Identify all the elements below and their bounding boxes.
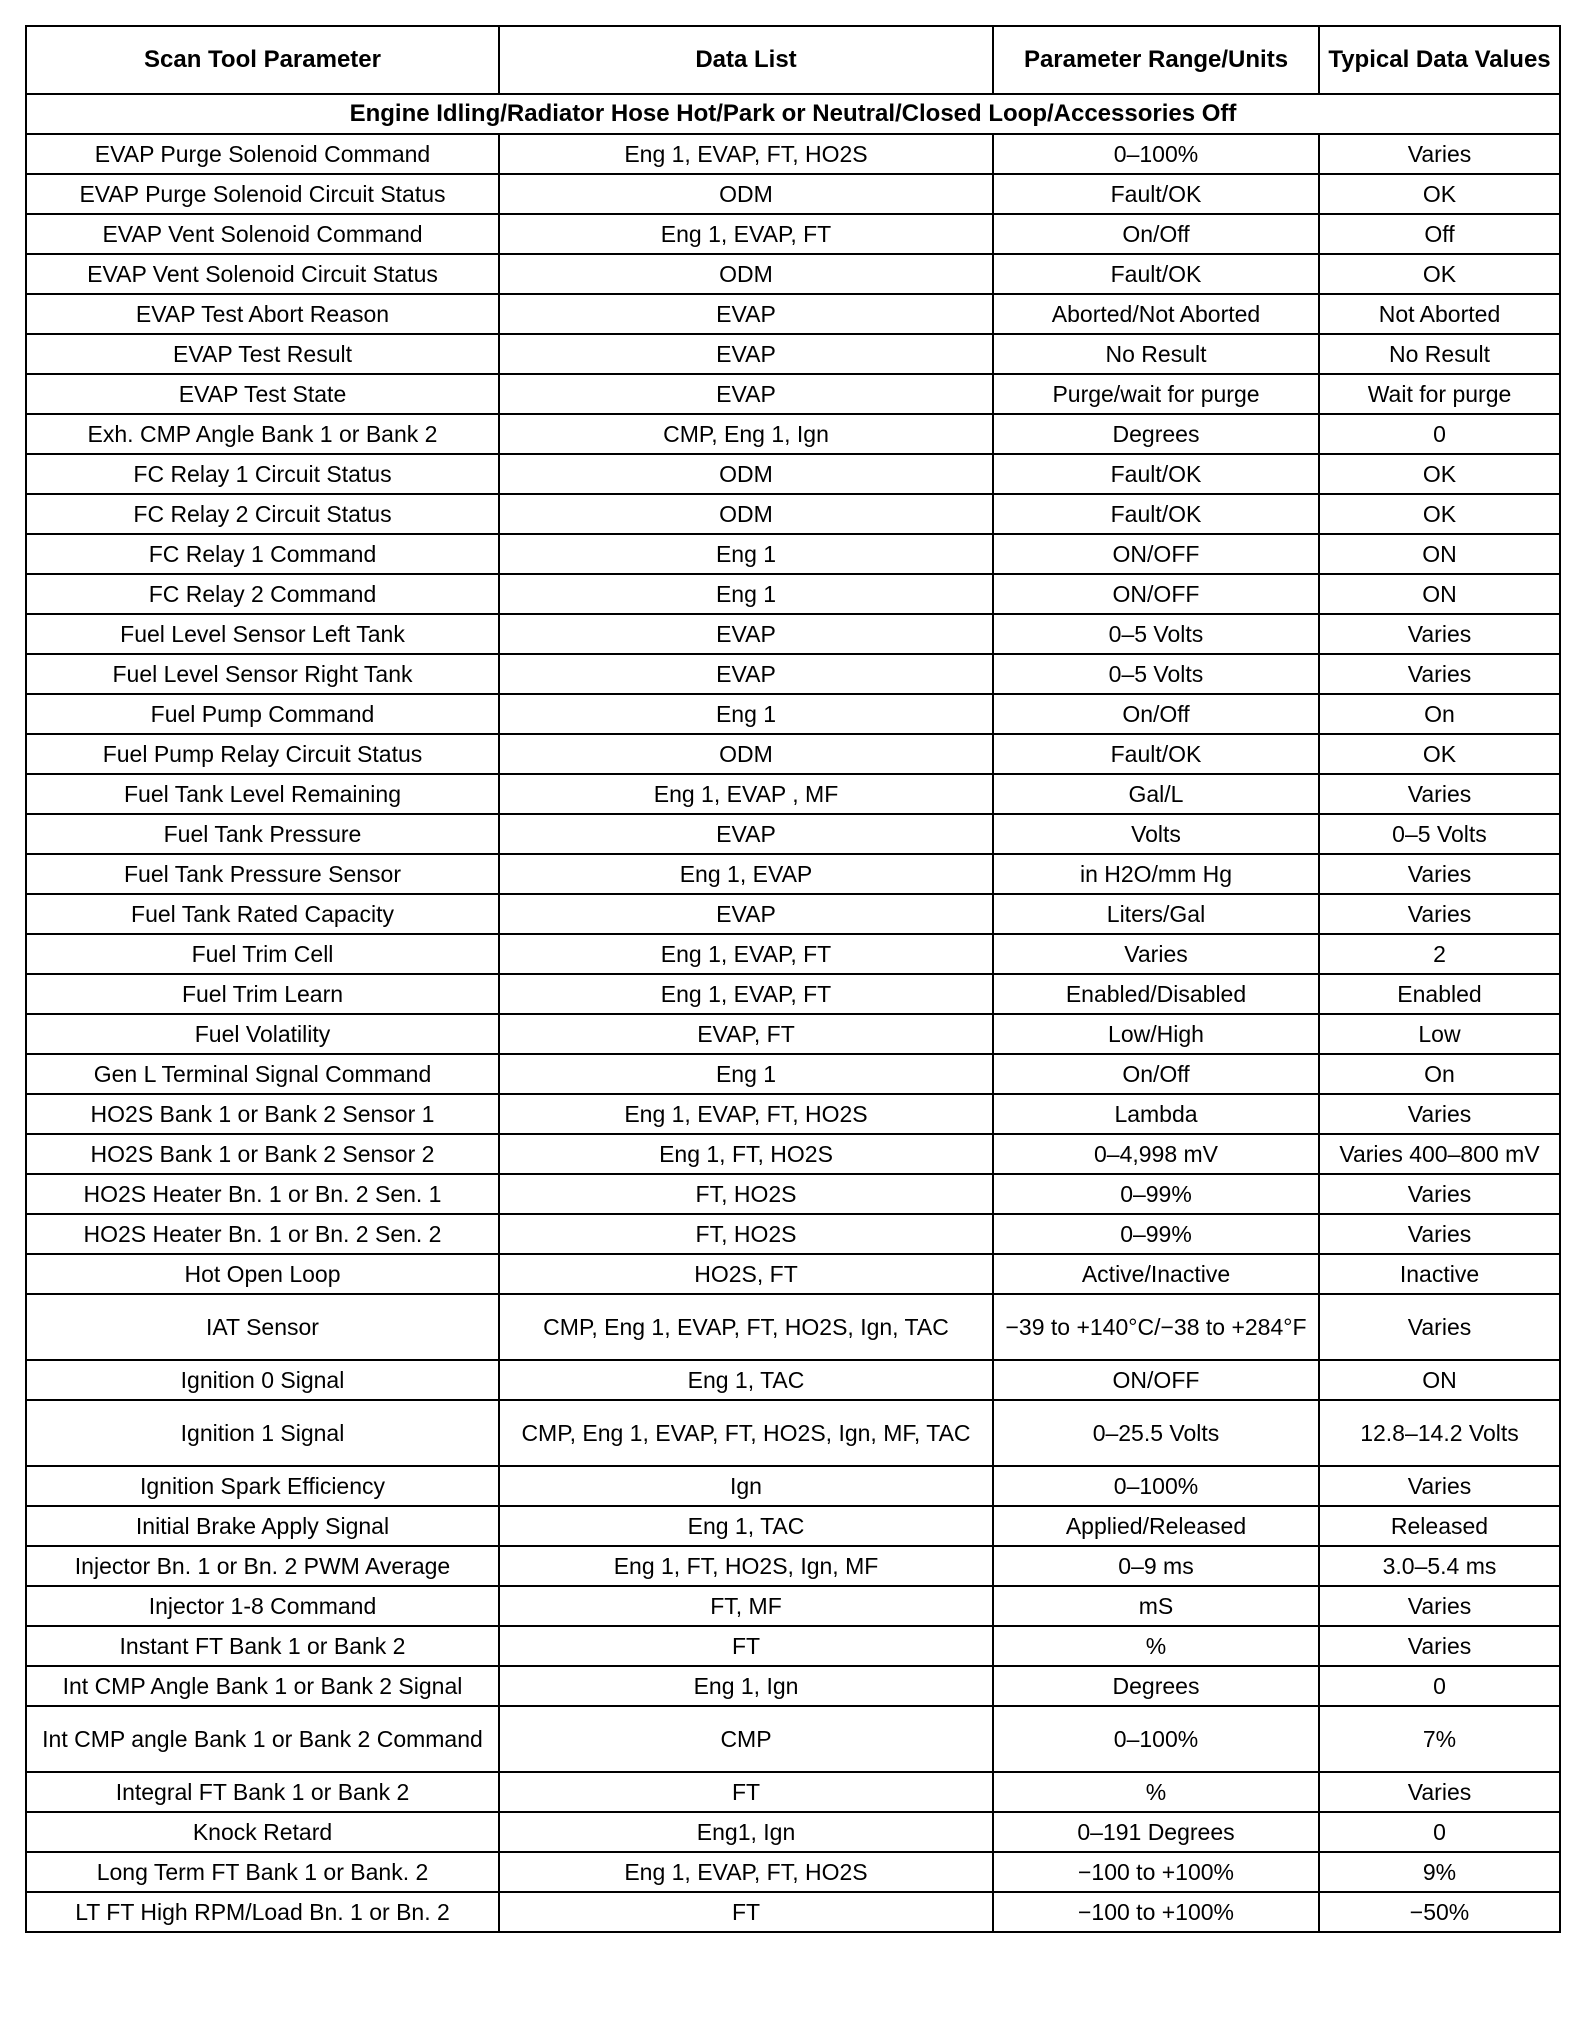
table-row (26, 854, 1560, 894)
cell-typical-value: No Result (1319, 334, 1560, 374)
cell-data-list: CMP, Eng 1, Ign (499, 414, 993, 454)
table-row (26, 1852, 1560, 1892)
cell-typical-value: Released (1319, 1506, 1560, 1546)
cell-data-list: EVAP (499, 894, 993, 934)
cell-typical-value: 2 (1319, 934, 1560, 974)
cell-parameter: Injector 1-8 Command (26, 1586, 499, 1626)
cell-data-list: Ign (499, 1466, 993, 1506)
cell-typical-value: Varies (1319, 134, 1560, 174)
cell-parameter: LT FT High RPM/Load Bn. 1 or Bn. 2 (26, 1892, 499, 1932)
cell-data-list: Eng 1 (499, 574, 993, 614)
table-row (26, 1094, 1560, 1134)
table-row (26, 254, 1560, 294)
cell-data-list: Eng 1, FT, HO2S, Ign, MF (499, 1546, 993, 1586)
cell-typical-value: Varies (1319, 894, 1560, 934)
cell-parameter: HO2S Bank 1 or Bank 2 Sensor 1 (26, 1094, 499, 1134)
cell-range-units: Fault/OK (993, 454, 1319, 494)
table-row (26, 1666, 1560, 1706)
cell-data-list: FT, HO2S (499, 1214, 993, 1254)
cell-data-list: ODM (499, 494, 993, 534)
cell-typical-value: Low (1319, 1014, 1560, 1054)
cell-data-list: Eng1, Ign (499, 1812, 993, 1852)
table-row (26, 414, 1560, 454)
cell-parameter: Integral FT Bank 1 or Bank 2 (26, 1772, 499, 1812)
cell-data-list: ODM (499, 174, 993, 214)
cell-typical-value: Varies (1319, 654, 1560, 694)
cell-data-list: CMP, Eng 1, EVAP, FT, HO2S, Ign, TAC (499, 1294, 993, 1360)
cell-range-units: 0–9 ms (993, 1546, 1319, 1586)
cell-range-units: Low/High (993, 1014, 1319, 1054)
table-row (26, 574, 1560, 614)
table-row (26, 1400, 1560, 1466)
cell-range-units: mS (993, 1586, 1319, 1626)
table-row (26, 294, 1560, 334)
table-row (26, 894, 1560, 934)
cell-range-units: Aborted/Not Aborted (993, 294, 1319, 334)
cell-typical-value: On (1319, 694, 1560, 734)
cell-typical-value: −50% (1319, 1892, 1560, 1932)
cell-parameter: Gen L Terminal Signal Command (26, 1054, 499, 1094)
cell-range-units: Liters/Gal (993, 894, 1319, 934)
cell-parameter: EVAP Purge Solenoid Command (26, 134, 499, 174)
table-row (26, 614, 1560, 654)
cell-parameter: HO2S Heater Bn. 1 or Bn. 2 Sen. 1 (26, 1174, 499, 1214)
header-typical-values: Typical Data Values (1319, 26, 1560, 94)
cell-data-list: EVAP (499, 334, 993, 374)
cell-data-list: Eng 1, EVAP, FT, HO2S (499, 1094, 993, 1134)
cell-range-units: Fault/OK (993, 734, 1319, 774)
cell-range-units: Fault/OK (993, 494, 1319, 534)
cell-typical-value: Off (1319, 214, 1560, 254)
cell-parameter: Fuel Trim Cell (26, 934, 499, 974)
cell-parameter: Fuel Tank Level Remaining (26, 774, 499, 814)
cell-data-list: FT (499, 1626, 993, 1666)
table-row (26, 534, 1560, 574)
cell-range-units: No Result (993, 334, 1319, 374)
table-row (26, 214, 1560, 254)
cell-typical-value: 12.8–14.2 Volts (1319, 1400, 1560, 1466)
cell-data-list: Eng 1, EVAP (499, 854, 993, 894)
cell-range-units: Gal/L (993, 774, 1319, 814)
cell-data-list: EVAP (499, 374, 993, 414)
table-row (26, 134, 1560, 174)
cell-typical-value: ON (1319, 574, 1560, 614)
cell-range-units: Degrees (993, 1666, 1319, 1706)
table-row (26, 454, 1560, 494)
cell-typical-value: 9% (1319, 1852, 1560, 1892)
cell-typical-value: Varies 400–800 mV (1319, 1134, 1560, 1174)
table-row (26, 1892, 1560, 1932)
cell-typical-value: 3.0–5.4 ms (1319, 1546, 1560, 1586)
cell-data-list: Eng 1, EVAP, FT (499, 214, 993, 254)
cell-data-list: Eng 1, TAC (499, 1506, 993, 1546)
cell-parameter: HO2S Bank 1 or Bank 2 Sensor 2 (26, 1134, 499, 1174)
cell-range-units: Fault/OK (993, 254, 1319, 294)
cell-range-units: 0–100% (993, 1466, 1319, 1506)
cell-range-units: 0–5 Volts (993, 654, 1319, 694)
cell-parameter: Fuel Level Sensor Right Tank (26, 654, 499, 694)
cell-typical-value: Not Aborted (1319, 294, 1560, 334)
table-row (26, 1772, 1560, 1812)
cell-range-units: 0–100% (993, 134, 1319, 174)
cell-data-list: EVAP (499, 814, 993, 854)
cell-parameter: Fuel Tank Pressure (26, 814, 499, 854)
table-row (26, 814, 1560, 854)
cell-typical-value: OK (1319, 174, 1560, 214)
cell-range-units: Purge/wait for purge (993, 374, 1319, 414)
cell-data-list: EVAP (499, 614, 993, 654)
cell-range-units: Enabled/Disabled (993, 974, 1319, 1014)
cell-parameter: Fuel Volatility (26, 1014, 499, 1054)
cell-range-units: 0–99% (993, 1214, 1319, 1254)
cell-parameter: Fuel Trim Learn (26, 974, 499, 1014)
cell-data-list: FT (499, 1892, 993, 1932)
cell-data-list: EVAP (499, 294, 993, 334)
table-row (26, 1812, 1560, 1852)
cell-parameter: FC Relay 1 Circuit Status (26, 454, 499, 494)
table-row (26, 374, 1560, 414)
cell-data-list: ODM (499, 254, 993, 294)
cell-data-list: Eng 1, EVAP , MF (499, 774, 993, 814)
cell-data-list: Eng 1 (499, 1054, 993, 1094)
cell-parameter: Initial Brake Apply Signal (26, 1506, 499, 1546)
cell-parameter: IAT Sensor (26, 1294, 499, 1360)
table-row (26, 174, 1560, 214)
cell-parameter: EVAP Test Result (26, 334, 499, 374)
cell-parameter: Ignition Spark Efficiency (26, 1466, 499, 1506)
cell-parameter: EVAP Vent Solenoid Circuit Status (26, 254, 499, 294)
cell-parameter: Int CMP Angle Bank 1 or Bank 2 Signal (26, 1666, 499, 1706)
cell-parameter: Long Term FT Bank 1 or Bank. 2 (26, 1852, 499, 1892)
cell-range-units: Volts (993, 814, 1319, 854)
cell-typical-value: Varies (1319, 1294, 1560, 1360)
table-row (26, 694, 1560, 734)
cell-data-list: FT, MF (499, 1586, 993, 1626)
cell-data-list: CMP, Eng 1, EVAP, FT, HO2S, Ign, MF, TAC (499, 1400, 993, 1466)
cell-parameter: EVAP Test Abort Reason (26, 294, 499, 334)
cell-typical-value: Inactive (1319, 1254, 1560, 1294)
table-row (26, 1360, 1560, 1400)
cell-typical-value: Wait for purge (1319, 374, 1560, 414)
cell-typical-value: Varies (1319, 1214, 1560, 1254)
cell-parameter: Knock Retard (26, 1812, 499, 1852)
table-row (26, 1134, 1560, 1174)
cell-data-list: Eng 1, FT, HO2S (499, 1134, 993, 1174)
cell-data-list: Eng 1, EVAP, FT, HO2S (499, 1852, 993, 1892)
cell-parameter: Injector Bn. 1 or Bn. 2 PWM Average (26, 1546, 499, 1586)
cell-parameter: FC Relay 2 Circuit Status (26, 494, 499, 534)
header-data-list: Data List (499, 26, 993, 94)
cell-data-list: Eng 1, EVAP, FT (499, 934, 993, 974)
table-row (26, 1294, 1560, 1360)
section-title: Engine Idling/Radiator Hose Hot/Park or Neutral/Closed Loop/Accessories Off (26, 94, 1560, 134)
cell-data-list: CMP (499, 1706, 993, 1772)
cell-range-units: 0–25.5 Volts (993, 1400, 1319, 1466)
table-row (26, 494, 1560, 534)
table-row (26, 934, 1560, 974)
cell-parameter: FC Relay 2 Command (26, 574, 499, 614)
cell-typical-value: ON (1319, 534, 1560, 574)
table-row (26, 334, 1560, 374)
cell-typical-value: Varies (1319, 1586, 1560, 1626)
cell-parameter: Exh. CMP Angle Bank 1 or Bank 2 (26, 414, 499, 454)
cell-data-list: Eng 1 (499, 694, 993, 734)
table-row (26, 1586, 1560, 1626)
cell-data-list: HO2S, FT (499, 1254, 993, 1294)
table-row (26, 1506, 1560, 1546)
cell-parameter: Fuel Pump Command (26, 694, 499, 734)
cell-data-list: Eng 1, EVAP, FT, HO2S (499, 134, 993, 174)
cell-data-list: FT, HO2S (499, 1174, 993, 1214)
cell-range-units: On/Off (993, 694, 1319, 734)
cell-typical-value: OK (1319, 254, 1560, 294)
cell-range-units: Fault/OK (993, 174, 1319, 214)
cell-parameter: Fuel Tank Rated Capacity (26, 894, 499, 934)
cell-typical-value: Enabled (1319, 974, 1560, 1014)
cell-range-units: −100 to +100% (993, 1892, 1319, 1932)
cell-range-units: Lambda (993, 1094, 1319, 1134)
cell-range-units: ON/OFF (993, 534, 1319, 574)
cell-typical-value: ON (1319, 1360, 1560, 1400)
cell-range-units: 0–191 Degrees (993, 1812, 1319, 1852)
cell-data-list: EVAP, FT (499, 1014, 993, 1054)
cell-typical-value: Varies (1319, 1174, 1560, 1214)
section-row (26, 94, 1560, 134)
cell-parameter: Int CMP angle Bank 1 or Bank 2 Command (26, 1706, 499, 1772)
header-row (26, 26, 1560, 94)
cell-range-units: Varies (993, 934, 1319, 974)
table-row (26, 974, 1560, 1014)
cell-parameter: Hot Open Loop (26, 1254, 499, 1294)
cell-parameter: Fuel Tank Pressure Sensor (26, 854, 499, 894)
header-parameter: Scan Tool Parameter (26, 26, 499, 94)
table-row (26, 1174, 1560, 1214)
cell-range-units: Degrees (993, 414, 1319, 454)
table-row (26, 1626, 1560, 1666)
cell-range-units: 0–5 Volts (993, 614, 1319, 654)
header-range-units: Parameter Range/Units (993, 26, 1319, 94)
cell-range-units: −100 to +100% (993, 1852, 1319, 1892)
cell-parameter: EVAP Test State (26, 374, 499, 414)
table-row (26, 1706, 1560, 1772)
table-row (26, 734, 1560, 774)
cell-typical-value: Varies (1319, 614, 1560, 654)
cell-data-list: FT (499, 1772, 993, 1812)
cell-data-list: Eng 1, EVAP, FT (499, 974, 993, 1014)
cell-typical-value: OK (1319, 734, 1560, 774)
table-row (26, 1546, 1560, 1586)
cell-typical-value: 0–5 Volts (1319, 814, 1560, 854)
cell-data-list: EVAP (499, 654, 993, 694)
cell-typical-value: Varies (1319, 1772, 1560, 1812)
cell-typical-value: 0 (1319, 1666, 1560, 1706)
table-row (26, 774, 1560, 814)
cell-data-list: Eng 1, TAC (499, 1360, 993, 1400)
cell-data-list: Eng 1 (499, 534, 993, 574)
cell-range-units: 0–4,998 mV (993, 1134, 1319, 1174)
cell-range-units: −39 to +140°C/−38 to +284°F (993, 1294, 1319, 1360)
cell-parameter: Ignition 1 Signal (26, 1400, 499, 1466)
cell-typical-value: On (1319, 1054, 1560, 1094)
cell-range-units: ON/OFF (993, 1360, 1319, 1400)
table-row (26, 1214, 1560, 1254)
cell-typical-value: Varies (1319, 1094, 1560, 1134)
cell-data-list: ODM (499, 734, 993, 774)
table-row (26, 654, 1560, 694)
cell-range-units: in H2O/mm Hg (993, 854, 1319, 894)
cell-range-units: Active/Inactive (993, 1254, 1319, 1294)
cell-range-units: 0–100% (993, 1706, 1319, 1772)
cell-range-units: ON/OFF (993, 574, 1319, 614)
table-row (26, 1466, 1560, 1506)
table-row (26, 1014, 1560, 1054)
cell-typical-value: OK (1319, 454, 1560, 494)
cell-typical-value: Varies (1319, 1626, 1560, 1666)
cell-range-units: % (993, 1626, 1319, 1666)
cell-typical-value: Varies (1319, 1466, 1560, 1506)
cell-typical-value: 0 (1319, 414, 1560, 454)
table-row (26, 1054, 1560, 1094)
cell-data-list: ODM (499, 454, 993, 494)
cell-parameter: Ignition 0 Signal (26, 1360, 499, 1400)
cell-data-list: Eng 1, Ign (499, 1666, 993, 1706)
scan-tool-data-table (25, 25, 1561, 1933)
cell-range-units: On/Off (993, 214, 1319, 254)
cell-parameter: Fuel Pump Relay Circuit Status (26, 734, 499, 774)
cell-typical-value: Varies (1319, 774, 1560, 814)
cell-typical-value: Varies (1319, 854, 1560, 894)
cell-parameter: Instant FT Bank 1 or Bank 2 (26, 1626, 499, 1666)
cell-typical-value: 0 (1319, 1812, 1560, 1852)
cell-parameter: HO2S Heater Bn. 1 or Bn. 2 Sen. 2 (26, 1214, 499, 1254)
cell-range-units: 0–99% (993, 1174, 1319, 1214)
cell-range-units: % (993, 1772, 1319, 1812)
table-row (26, 1254, 1560, 1294)
cell-parameter: EVAP Purge Solenoid Circuit Status (26, 174, 499, 214)
cell-typical-value: OK (1319, 494, 1560, 534)
cell-range-units: On/Off (993, 1054, 1319, 1094)
cell-typical-value: 7% (1319, 1706, 1560, 1772)
cell-parameter: EVAP Vent Solenoid Command (26, 214, 499, 254)
cell-range-units: Applied/Released (993, 1506, 1319, 1546)
cell-parameter: FC Relay 1 Command (26, 534, 499, 574)
cell-parameter: Fuel Level Sensor Left Tank (26, 614, 499, 654)
